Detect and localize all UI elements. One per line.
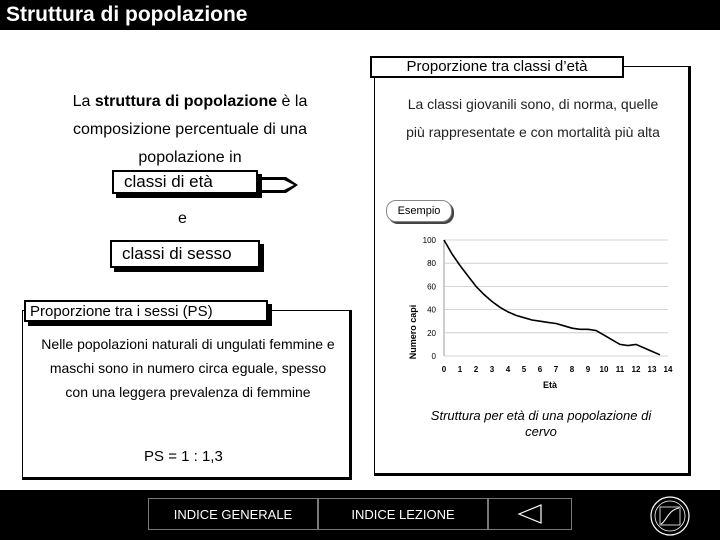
sex-class-label: classi di sesso	[110, 240, 260, 268]
age-ratio-text	[380, 90, 686, 146]
sex-ratio-text: Nelle popolazioni naturali di ungulati femmine e maschi sono in numero circa eguale, spesso con una leggera prevalenza di femmine	[41, 336, 335, 400]
ps-equals: =	[168, 448, 177, 465]
age-ratio-text-line1: La classi giovanili sono, di norma, quelle	[407, 96, 659, 112]
chart-x-tick-label: 2	[473, 365, 479, 374]
intro-post: è la composizione percentuale di una popolazione in	[73, 93, 308, 166]
chart-x-tick-label: 9	[585, 365, 591, 374]
chart-y-label: Numero capi	[408, 304, 418, 360]
chart-grid	[444, 240, 668, 356]
chart-x-tick-label: 12	[631, 365, 641, 374]
example-badge: Esempio	[386, 200, 452, 222]
logo-icon	[650, 494, 690, 538]
chart-y-ticks	[423, 236, 437, 361]
age-ratio-text-line2: più rappresentate e con mortalità più alta	[406, 124, 660, 140]
chart-x-tick-label: 5	[521, 365, 527, 374]
chart-y-tick-label: 60	[427, 282, 436, 292]
chart-y-tick-label: 0	[431, 352, 436, 361]
sex-ratio-title: Proporzione tra i sessi (PS)	[24, 300, 268, 322]
age-ratio-title: Proporzione tra classi d’età	[370, 56, 624, 78]
chart-x-tick-label: 6	[537, 365, 543, 374]
chart-x-tick-label: 14	[663, 365, 673, 374]
and-label: e	[178, 210, 187, 227]
index-lesson-button[interactable]: INDICE LEZIONE	[318, 498, 488, 530]
chart-x-tick-label: 0	[441, 365, 447, 374]
index-general-button[interactable]: INDICE GENERALE	[148, 498, 318, 530]
intro-definition	[40, 88, 340, 172]
intro-pre: La	[72, 93, 95, 110]
chart-caption: Struttura per età di una popolazione di cervo	[430, 408, 652, 439]
chart-x-tick-label: 10	[599, 365, 609, 374]
chart-x-tick-label: 4	[505, 365, 511, 374]
chart-x-tick-label: 7	[553, 365, 559, 374]
chart-y-tick-label: 40	[427, 305, 436, 315]
chart-x-tick-label: 11	[615, 365, 625, 374]
age-class-label: classi di età	[112, 170, 258, 194]
chart-x-ticks	[442, 365, 673, 374]
age-structure-chart	[400, 230, 680, 400]
chart-series-line	[444, 240, 660, 355]
chart-y-tick-label: 80	[427, 259, 436, 269]
ps-ratio: 1 : 1,3	[181, 448, 223, 465]
back-button[interactable]	[488, 498, 572, 530]
chart-x-label: Età	[542, 380, 558, 390]
chart-y-tick-label: 20	[427, 328, 436, 338]
chart-x-tick-label: 1	[457, 365, 463, 374]
chart-x-tick-label: 8	[569, 365, 575, 374]
page-title: Struttura di popolazione	[6, 3, 248, 26]
chart-y-tick-label: 100	[422, 236, 436, 245]
ps-label: PS	[144, 448, 165, 465]
chart-x-tick-label: 13	[647, 365, 657, 374]
chart-x-tick-label: 3	[489, 365, 495, 374]
intro-bold-term: struttura di popolazione	[94, 93, 278, 110]
sex-ratio-value	[144, 448, 223, 465]
back-arrow-icon	[516, 503, 544, 525]
